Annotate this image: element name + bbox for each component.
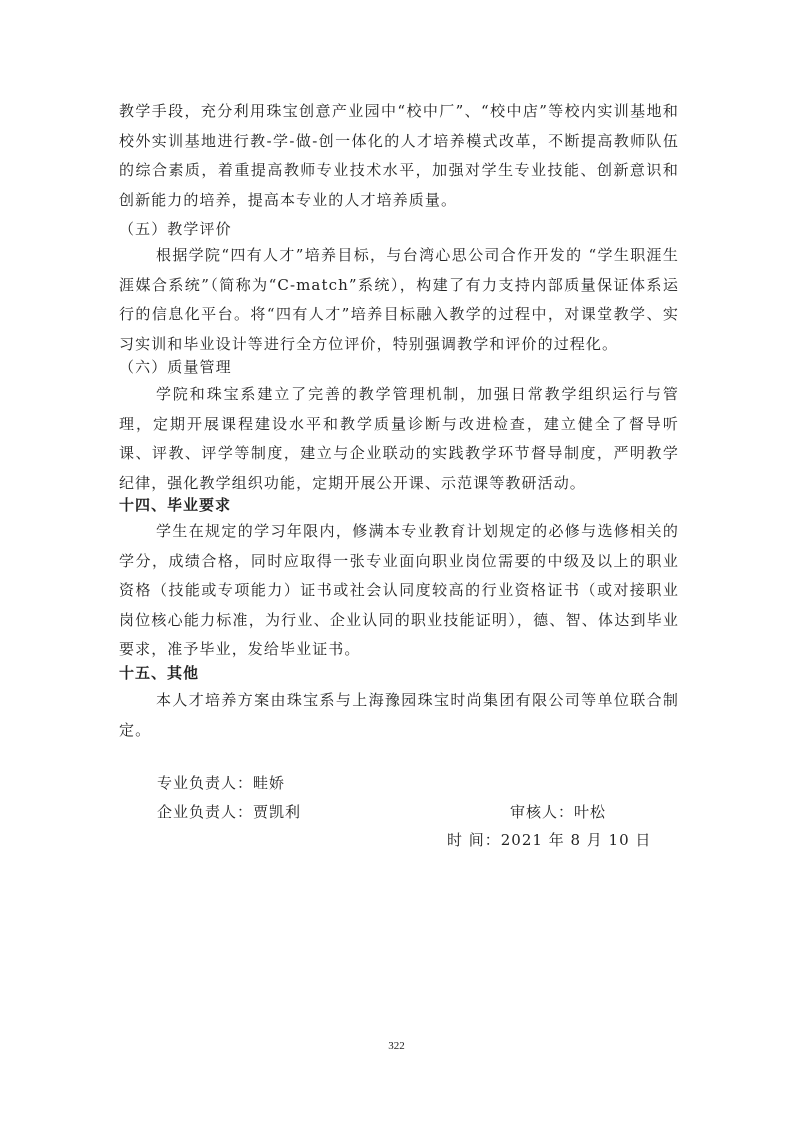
- paragraph-other: 本人才培养方案由珠宝系与上海豫园珠宝时尚集团有限公司等单位联合制定。: [119, 691, 679, 739]
- sign-date: 时 间：2021 年 8 月 10 日: [447, 831, 652, 849]
- paragraph-graduation-requirements: 学生在规定的学习年限内，修满本专业教育计划规定的必修与选修相关的学分，成绩合格，同时应取得一张专业面向职业岗位需要的中级及以上的职业资格（技能或专项能力）证书或社会认同度较高的行业资格证书（或对接职业岗位核心能力标准，为行业、企业认同的职业技能证明），德、智、体达到毕业要求，准予毕业，发给毕业证书。: [119, 522, 679, 658]
- major-lead-signature: 专业负责人：畦娇: [157, 774, 286, 792]
- paragraph-quality-management: 学院和珠宝系建立了完善的教学管理机制，加强日常教学组织运行与管理，定期开展课程建设水平和教学质量诊断与改进检查，建立健全了督导听课、评教、评学等制度，建立与企业联动的实践教学环节督导制度，严明教学纪律，强化教学组织功能，定期开展公开课、示范课等教研活动。: [119, 385, 679, 492]
- heading-quality-management: （六）质量管理: [119, 358, 232, 376]
- paragraph-teaching-evaluation: 根据学院“四有人才”培养目标，与台湾心思公司合作开发的 “学生职涯生涯媒合系统”（简称为“C-match”系统），构建了有力支持内部质量保证体系运行的信息化平台。将“四有人才”培养目标融入教学的过程中，对课堂教学、实习实训和毕业设计等进行全方位评价，特别强调教学和评价的过程化。: [119, 246, 679, 353]
- heading-graduation-requirements: 十四、毕业要求: [119, 496, 232, 514]
- enterprise-lead-signature: 企业负责人：贾凯利: [157, 803, 302, 821]
- page-number: 322: [388, 1040, 405, 1052]
- heading-other: 十五、其他: [119, 664, 200, 682]
- reviewer-signature: 审核人：叶松: [510, 803, 607, 821]
- paragraph-teaching-methods: 教学手段，充分利用珠宝创意产业园中“校中厂”、“校中店”等校内实训基地和校外实训基地进行教-学-做-创一体化的人才培养模式改革，不断提高教师队伍的综合素质，着重提高教师专业技术水平，加强对学生专业技能、创新意识和创新能力的培养，提高本专业的人才培养质量。: [119, 102, 679, 209]
- heading-teaching-evaluation: （五）教学评价: [119, 220, 232, 238]
